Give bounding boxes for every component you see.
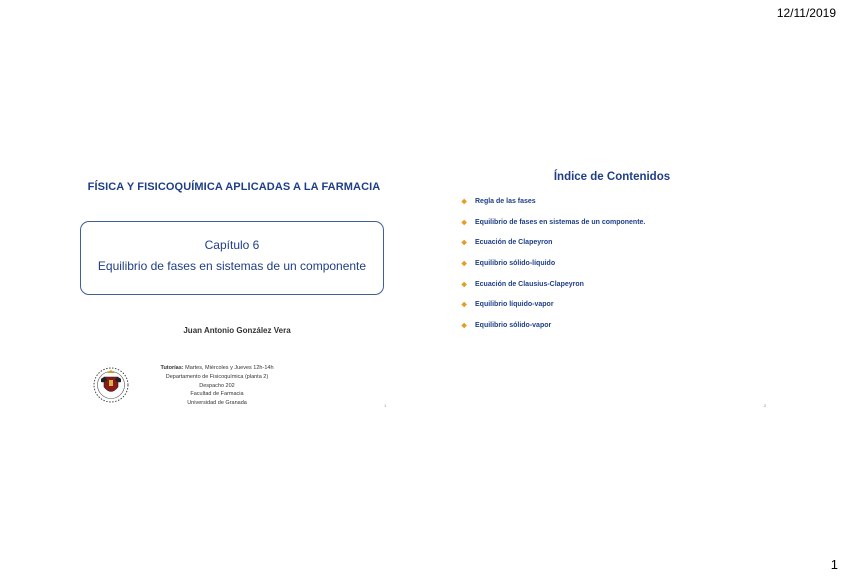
list-item-label: Equilibrio sólido-vapor: [475, 322, 552, 330]
index-list: [461, 198, 645, 343]
diamond-bullet-icon: ❖: [461, 199, 468, 206]
list-item: [461, 260, 645, 281]
slide-number: 2: [764, 403, 767, 408]
course-title: FÍSICA Y FISICOQUÍMICA APLICADAS A LA FARMACIA: [87, 181, 381, 193]
list-item: [461, 219, 645, 240]
page-number: 1: [830, 557, 838, 572]
diamond-bullet-icon: ❖: [461, 302, 468, 310]
tutorias-label: Tutorías:: [160, 365, 184, 371]
index-title: Índice de Contenidos: [553, 171, 671, 183]
chapter-number: Capítulo 6: [204, 238, 260, 252]
faculty-line: Facultad de Farmacia: [190, 391, 244, 398]
list-item: [461, 301, 645, 322]
diamond-bullet-icon: ❖: [461, 323, 468, 331]
list-item-label: Regla de las fases: [475, 198, 536, 205]
list-item: [461, 239, 645, 260]
department-line: Departamento de Fisicoquímica (planta 2): [165, 373, 269, 380]
university-line: Universidad de Granada: [187, 400, 247, 407]
diamond-bullet-icon: ❖: [461, 281, 468, 289]
diamond-bullet-icon: ❖: [461, 261, 468, 269]
university-crest-icon: [92, 366, 130, 404]
list-item-label: Ecuación de Clapeyron: [475, 239, 553, 247]
list-item: [461, 198, 645, 219]
author-name: Juan Antonio González Vera: [183, 326, 291, 335]
list-item: [461, 322, 645, 343]
slide-title: [72, 160, 392, 415]
tutorias-line: [142, 364, 292, 373]
tutorias-value: Martes, Miércoles y Jueves 12h-14h: [183, 365, 274, 371]
contact-info: [142, 364, 292, 408]
slide-index: [452, 160, 772, 415]
slide-number: 1: [384, 403, 387, 408]
diamond-bullet-icon: ❖: [461, 219, 468, 227]
chapter-title: Equilibrio de fases en sistemas de un componente: [97, 259, 367, 273]
office-line: Despacho 202: [199, 382, 235, 389]
diamond-bullet-icon: ❖: [461, 240, 468, 248]
print-date: 12/11/2019: [776, 6, 836, 20]
list-item: [461, 281, 645, 302]
list-item-label: Equilibrio líquido-vapor: [475, 301, 554, 309]
list-item-label: Ecuación de Clausius-Clapeyron: [475, 280, 584, 288]
list-item-label: Equilibrio sólido-líquido: [475, 260, 556, 268]
list-item-label: Equilibrio de fases en sistemas de un componente.: [475, 218, 646, 226]
chapter-box: [80, 221, 384, 295]
